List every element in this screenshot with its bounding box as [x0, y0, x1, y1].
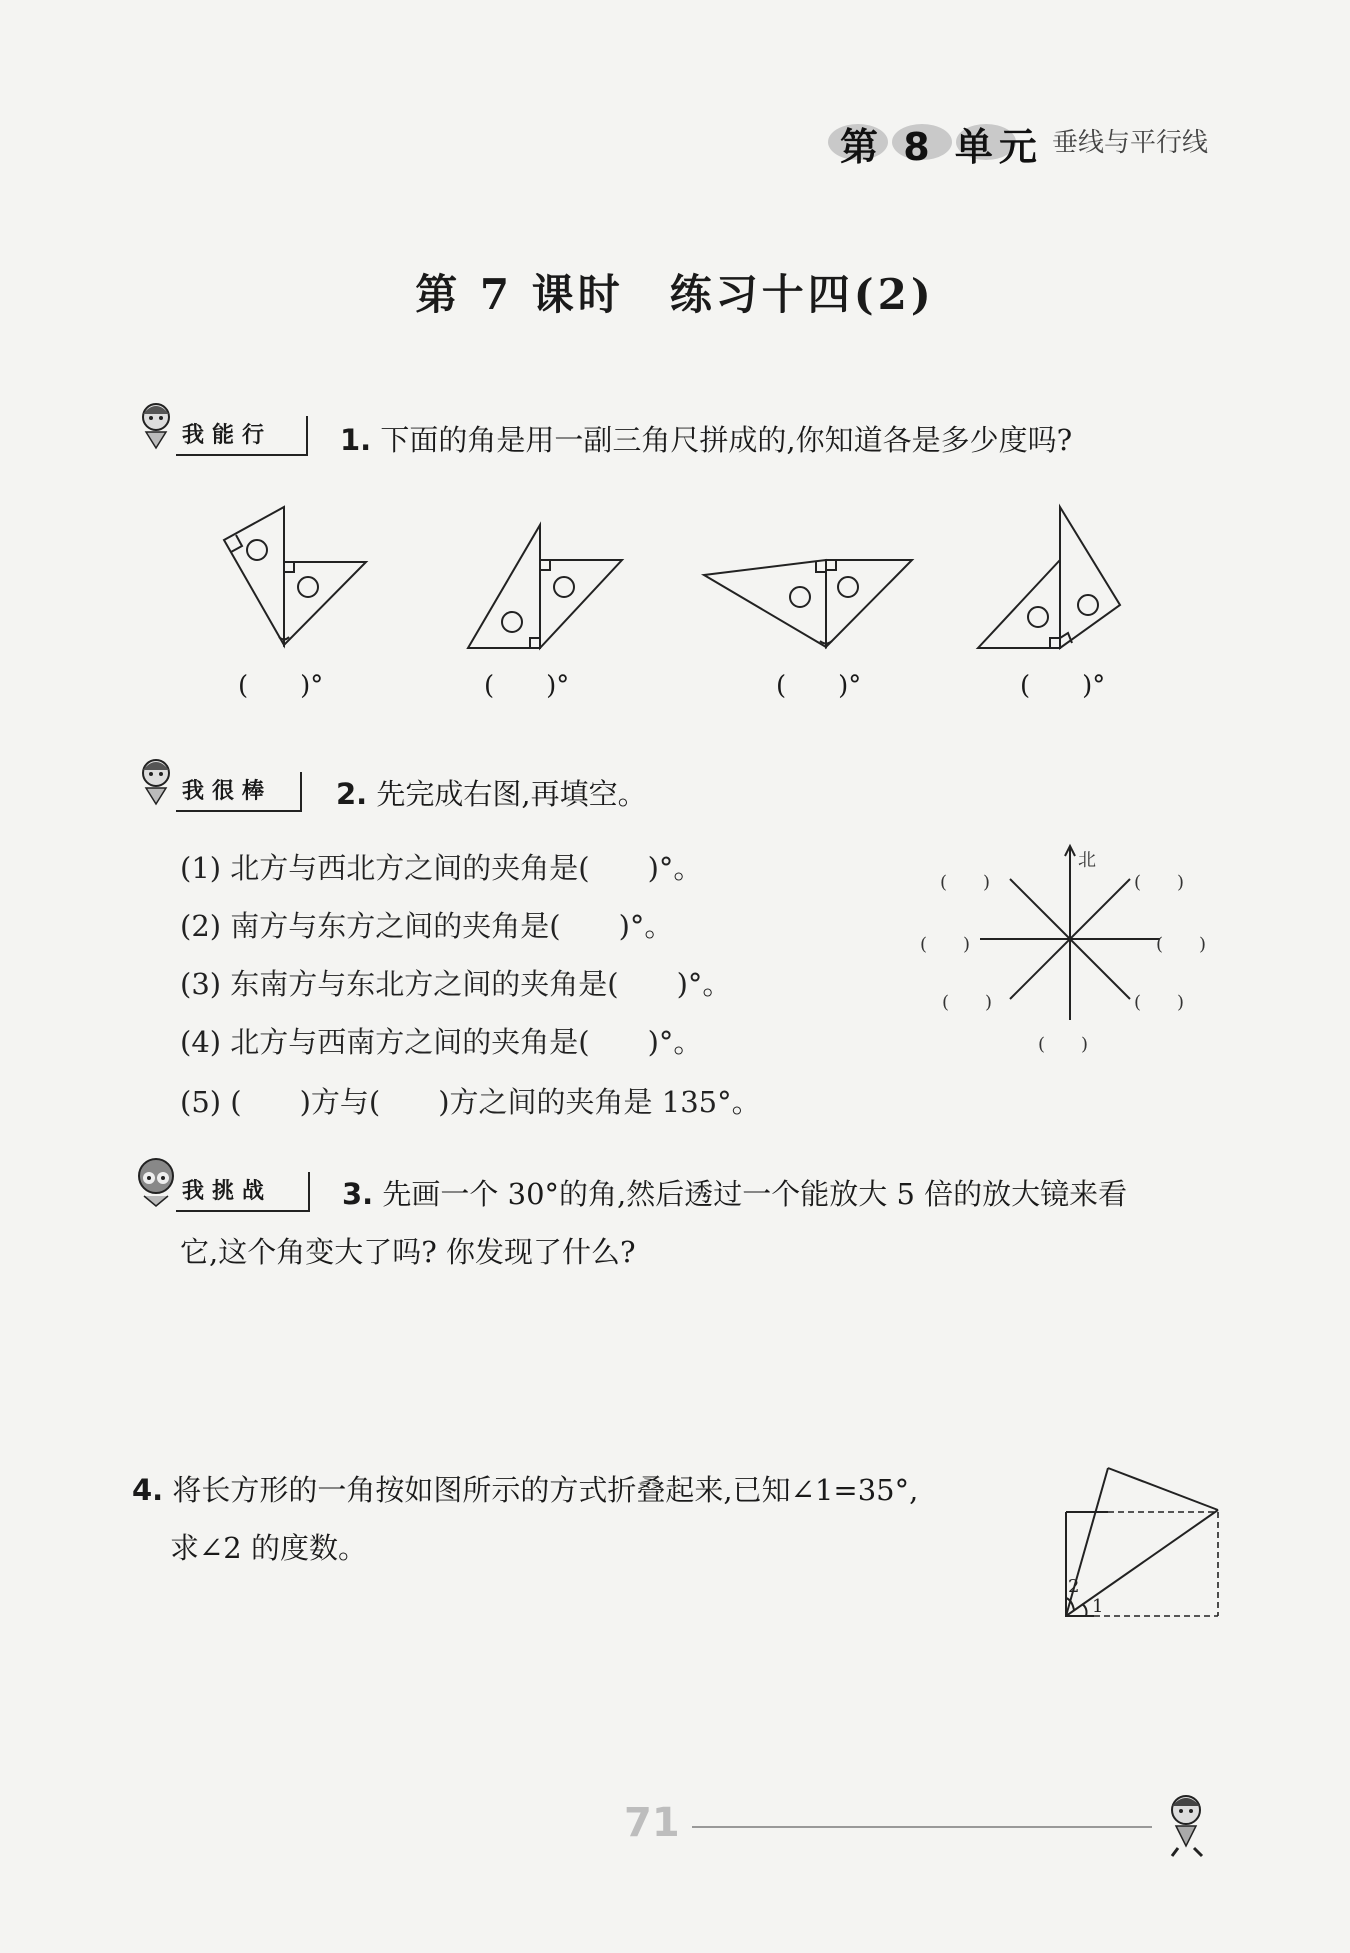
q1-answer-blank-3[interactable]: ( )°	[776, 671, 862, 701]
q2-item-5: (5) ( )方与( )方之间的夹角是 135°。	[180, 1085, 761, 1119]
q2-item-2: (2) 南方与东方之间的夹角是( )°。	[180, 909, 674, 943]
badge-label: 我很棒	[182, 779, 273, 804]
q2-item-3: (3) 东南方与东北方之间的夹角是( )°。	[180, 967, 732, 1001]
badge-underline	[176, 1210, 310, 1212]
badge-wo-hen-bang	[132, 768, 302, 812]
compass-blank-s[interactable]: ( )	[1038, 1034, 1089, 1055]
mascot-kids-icon	[132, 1156, 180, 1208]
lesson-title: 第 7 课时 练习十四(2)	[415, 270, 935, 319]
q1-prompt	[340, 418, 1072, 459]
q4-text-line1: 将长方形的一角按如图所示的方式折叠起来,已知∠1=35°,	[172, 1473, 919, 1507]
badge-underline	[176, 454, 308, 456]
q1-figure-1	[224, 507, 366, 645]
q3-text-line2: 它,这个角变大了吗? 你发现了什么?	[180, 1235, 636, 1269]
compass-north-label: 北	[1078, 850, 1096, 871]
compass-blank-sw[interactable]: ( )	[942, 992, 993, 1013]
badge-wo-tiao-zhan	[132, 1168, 310, 1212]
angle-1-label: 1	[1092, 1596, 1104, 1617]
footer-mascot-icon	[1158, 1790, 1220, 1860]
q1-figure-2	[468, 525, 622, 648]
q4-prompt-line1	[132, 1468, 918, 1509]
q4-folded-rectangle-figure	[1058, 1462, 1228, 1624]
q3-prompt-line1	[342, 1172, 1127, 1213]
q1-triangle-figures	[200, 495, 1160, 660]
q1-answer-blank-1[interactable]: ( )°	[238, 671, 324, 701]
badge-underline	[176, 810, 302, 812]
compass-blank-e[interactable]: ( )	[1156, 934, 1207, 955]
compass-blank-se[interactable]: ( )	[1134, 992, 1185, 1013]
q2-number: 2.	[336, 777, 368, 811]
q1-answer-blank-4[interactable]: ( )°	[1020, 671, 1106, 701]
footer-rule	[692, 1826, 1152, 1828]
page-number: 71	[624, 1800, 680, 1846]
unit-banner	[820, 112, 1043, 169]
q2-prompt	[336, 772, 647, 813]
q2-item-4: (4) 北方与西南方之间的夹角是( )°。	[180, 1025, 703, 1059]
compass-blank-w[interactable]: ( )	[920, 934, 971, 955]
badge-divider	[300, 772, 302, 812]
q1-figure-4	[978, 507, 1120, 648]
compass-blank-ne[interactable]: ( )	[1134, 872, 1185, 893]
badge-label: 我挑战	[182, 1179, 273, 1204]
q1-text: 下面的角是用一副三角尺拼成的,你知道各是多少度吗?	[380, 423, 1073, 457]
q1-answer-blank-2[interactable]: ( )°	[484, 671, 570, 701]
q3-text-line1: 先画一个 30°的角,然后透过一个能放大 5 倍的放大镜来看	[382, 1177, 1128, 1211]
q4-text-line2: 求∠2 的度数。	[170, 1531, 367, 1565]
unit-title: 第 8 单元	[840, 125, 1043, 169]
badge-divider	[306, 416, 308, 456]
q2-item-1: (1) 北方与西北方之间的夹角是( )°。	[180, 851, 703, 885]
compass-blank-nw[interactable]: ( )	[940, 872, 991, 893]
badge-wo-neng-xing	[132, 412, 308, 456]
angle-2-label: 2	[1068, 1576, 1080, 1597]
unit-subtitle: 垂线与平行线	[1052, 128, 1209, 158]
mascot-girl-icon	[132, 400, 180, 452]
q2-text: 先完成右图,再填空。	[376, 777, 647, 811]
q1-number: 1.	[340, 423, 372, 457]
badge-label: 我能行	[182, 423, 273, 448]
q3-number: 3.	[342, 1177, 374, 1211]
q4-number: 4.	[132, 1473, 164, 1507]
q1-figure-3	[704, 560, 912, 647]
mascot-girl-icon	[132, 756, 180, 808]
badge-divider	[308, 1172, 310, 1212]
